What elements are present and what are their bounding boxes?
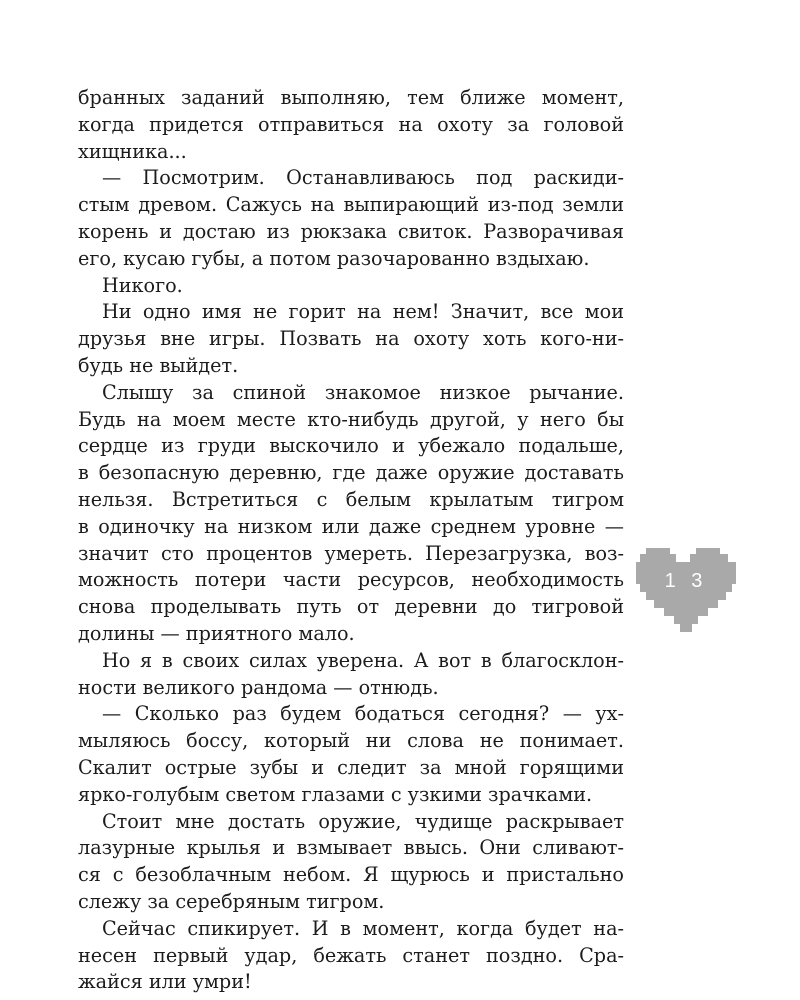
text-line: будь не выйдет. xyxy=(78,353,239,377)
text-line: в безопасную деревню, где даже оружие доставать xyxy=(78,461,624,485)
text-line: Будь на моем месте кто-нибудь другой, у него бы xyxy=(78,407,624,431)
text-line: в одиночку на низком или даже среднем уровне — xyxy=(78,514,624,538)
text-line: Ни одно имя не горит на нем! Значит, все мои xyxy=(102,300,624,324)
text-line: корень и достаю из рюкзака свиток. Разворачивая xyxy=(78,219,624,243)
text-line: Скалит острые зубы и следит за мной горящими xyxy=(78,755,624,779)
text-line: несен первый удар, бежать станет поздно. Сра- xyxy=(78,943,624,967)
text-line: значит сто процентов умереть. Перезагрузка, воз- xyxy=(78,541,624,565)
text-line: лазурные крылья и взмывает ввысь. Они сливают- xyxy=(78,836,624,860)
text-line: Стоит мне достать оружие, чудище раскрывает xyxy=(102,809,624,833)
text-line: ности великого рандома — отнюдь. xyxy=(78,675,439,699)
text-line: Слышу за спиной знакомое низкое рычание. xyxy=(102,380,624,404)
text-line: бранных заданий выполняю, тем ближе момент, xyxy=(78,86,624,109)
text-line: сердце из груди выскочило и убежало подальше, xyxy=(78,434,624,458)
text-line: жайся или умри! xyxy=(78,970,252,994)
book-page-text xyxy=(78,85,624,996)
text-line: — Сколько раз будем бодаться сегодня? — ух- xyxy=(102,702,624,726)
text-line: стым древом. Сажусь на выпирающий из-под земли xyxy=(78,193,624,217)
text-line: его, кусаю губы, а потом разочарованно вздыхаю. xyxy=(78,246,590,270)
text-line: Но я в своих силах уверена. А вот в благосклон- xyxy=(102,648,624,672)
text-line: когда придется отправиться на охоту за головой xyxy=(78,112,624,136)
text-line: ярко-голубым светом глазами с узкими зрачками. xyxy=(78,782,593,806)
text-line: снова проделывать путь от деревни до тигровой xyxy=(78,595,624,619)
text-line: друзья вне игры. Позвать на охоту хоть кого-ни- xyxy=(78,327,624,351)
text-line: Никого. xyxy=(102,273,183,297)
text-line: хищника... xyxy=(78,139,187,163)
text-line: — Посмотрим. Останавливаюсь под раскиди- xyxy=(102,166,624,190)
text-line: долины — приятного мало. xyxy=(78,621,355,645)
text-line: мыляюсь боссу, который ни слова не понимает. xyxy=(78,729,624,753)
text-line: ся с безоблачным небом. Я щурюсь и пристально xyxy=(78,863,624,887)
text-line: Сейчас спикирует. И в момент, когда будет на- xyxy=(102,916,624,940)
text-line: нельзя. Встретиться с белым крылатым тигром xyxy=(78,487,624,511)
page-number-marker xyxy=(636,548,736,632)
text-line: слежу за серебряным тигром. xyxy=(78,889,385,913)
page-number: 1 3 xyxy=(664,570,708,592)
text-line: можность потери части ресурсов, необходимость xyxy=(78,568,624,592)
